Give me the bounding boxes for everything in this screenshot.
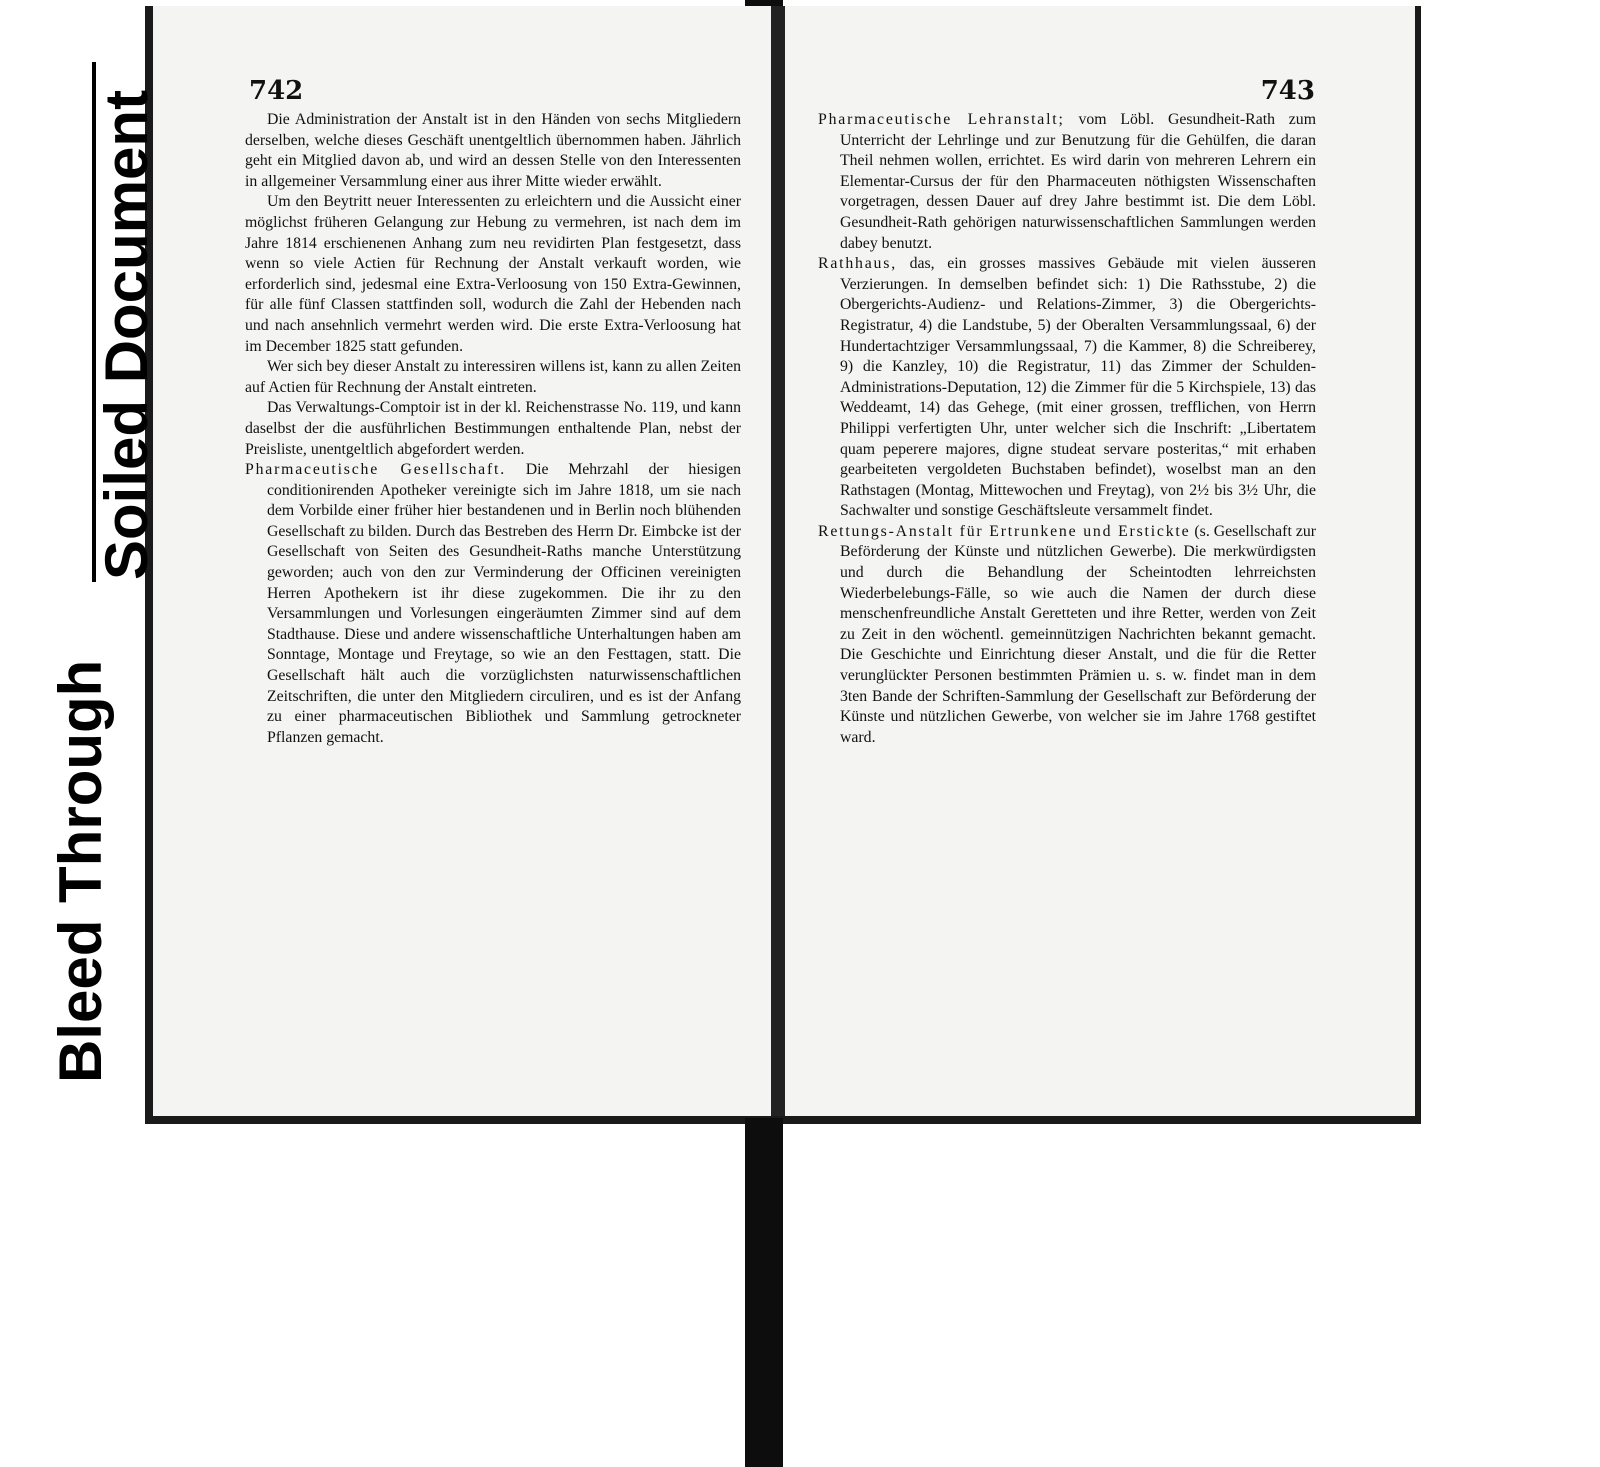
entry-term: Rathhaus, xyxy=(818,255,897,273)
entry-term: Pharmaceutische Lehranstalt; xyxy=(818,111,1065,128)
left-page-text xyxy=(245,110,741,748)
entry-text: Die Mehrzahl der hiesigen conditionirenden Apotheker vereinigte sich im Jahre 1818, um sie nach dem Vorbilde einer früher hier bestandenen und in Berlin noch blühenden Gesellschaft zu bilden. Durch das Bestreben des Herrn Dr. Eimbcke ist der Gesellschaft von Seiten des Gesundheit-Raths manche Unterstützung geworden; auch von den zur Verminderung der Officinen vereinigten Herren Apothekern ist ihr diese zugekommen. Die ihr zu den Versammlungen und Vorlesungen eingeräumten Zimmer sind auf dem Stadthause. Diese und andere wissenschaftliche Unterhaltungen haben am Sonntage, Montage und Freytage, so wie an den Festtagen, statt. Die Gesellschaft hält auch die vorzüglichsten naturwissenschaftlichen Zeitschriften, die unter den Mitgliedern circuliren, und es ist der Anfang zu einer pharmaceutischen Bibliothek und Sammlung getrockneter Pflanzen gemacht. xyxy=(267,461,741,746)
left-page-number: 742 xyxy=(249,76,304,106)
paragraph: Wer sich bey dieser Anstalt zu interessiren willens ist, kann zu allen Zeiten auf Actien für Rechnung der Anstalt eintreten. xyxy=(245,358,741,396)
entry-rathhaus xyxy=(818,254,1316,522)
spine-bottom xyxy=(745,1118,783,1467)
entry-text: das, ein grosses massives Gebäude mit vielen äusseren Verzierungen. In demselben befindet sich: 1) Die Rathsstube, 2) die Obergerichts-Audienz- und Relations-Zimmer, 3) die Obergerichts-Registratur, 4) die Landstube, 5) der Oberalten Versammlungssaal, 6) der Hundertachtziger Versammlungssaal, 7) die Kammer, 8) die Schreiberey, 9) die Kanzley, 10) die Registratur, 11) das Zimmer der Schulden-Administrations-Deputation, 12) die Zimmer für die 5 Kirchspiele, 13) das Weddeamt, 14) das Gehege, (mit einer grossen, trefflichen, von Herrn Philippi verfertigten Uhr, unter welcher sich die Inschrift: „Libertatem quam peperere majores, digne studeat servare posteritas,“ mit erhaben gearbeiteten vergoldeten Buchstaben befindet), woselbst man an den Rathstagen (Montag, Mittewochen und Freytag), von 2½ bis 3½ Uhr, die Sachwalter und sonstige Geschäftsleute versammelt findet. xyxy=(840,255,1316,520)
entry-rettungs-anstalt xyxy=(818,522,1316,749)
paragraph: Um den Beytritt neuer Interessenten zu erleichtern und die Aussicht einer möglichst früheren Gelangung zur Hebung zu vermehren, ist nach dem im Jahre 1814 erschienenen Anhang zum neu revidirten Plan festgesetzt, dass wenn so viele Actien für Rechnung der Anstalt verkauft worden, wie erforderlich sind, jedesmal eine Extra-Verloosung von 150 Extra-Gewinnen, für alle fünf Classen stattfinden soll, wodurch die Zahl der Hebenden nach und nach ansehnlich vermehrt werden wird. Die erste Extra-Verloosung hat im December 1825 statt gefunden. xyxy=(245,193,741,355)
right-page-number: 743 xyxy=(1260,76,1315,106)
soiled-document-label: Soiled Document xyxy=(93,89,160,580)
entry-text: vom Löbl. Gesundheit-Rath zum Unterricht der Lehrlinge und zur Benutzung für die Gehülfen, die daran Theil nehmen wollen, errichtet. Es wird darin von mehreren Lehrern ein Elementar-Cursus der für den Pharmaceuten nöthigsten Wissenschaften vorgetragen, dessen Dauer auf drey Jahre bestimmt ist. Die dem Löbl. Gesundheit-Rath gehörigen naturwissenschaftlichen Sammlungen werden dabey benutzt. xyxy=(840,111,1316,252)
entry-pharmaceutische-gesellschaft xyxy=(245,460,741,748)
right-page-text xyxy=(818,110,1316,748)
book-gutter xyxy=(771,6,785,1116)
entry-term: Pharmaceutische Gesellschaft. xyxy=(245,461,506,479)
paragraph: Das Verwaltungs-Comptoir ist in der kl. Reichenstrasse No. 119, und kann daselbst der die ausführlichen Bestimmungen enthaltende Plan, nebst der Preisliste, unentgeltlich abgefordert werden. xyxy=(245,399,741,458)
left-page xyxy=(153,6,771,1116)
right-page xyxy=(785,6,1415,1116)
entry-text: (s. Gesellschaft zur Beförderung der Künste und nützlichen Gewerbe). Die merkwürdigsten und durch die Behandlung der Scheintodten lehrreichsten Wiederbelebungs-Fälle, so wie auch die Namen der durch diese menschenfreundliche Anstalt Geretteten und ihre Retter, werden von Zeit zu Zeit in den wöchentl. gemeinnützigen Nachrichten bekannt gemacht. Die Geschichte und Einrichtung dieser Anstalt, und die für die Retter verunglückter Personen bestimmten Prämien u. s. w. findet man in dem 3ten Bande der Schriften-Sammlung der Gesellschaft zur Beförderung der Künste und nützlichen Gewerbe, von welcher sie im Jahre 1768 gestiftet ward. xyxy=(840,522,1316,746)
paragraph: Die Administration der Anstalt ist in den Händen von sechs Mitgliedern derselben, welche dieses Geschäft unentgeltlich übernommen haben. Jährlich geht ein Mitglied davon ab, und wird an dessen Stelle von den Interessenten in allgemeiner Versammlung einer aus ihrer Mitte wieder erwählt. xyxy=(245,111,741,190)
entry-pharmaceutische-lehranstalt xyxy=(818,110,1316,254)
bleed-through-label: Bleed Through xyxy=(47,659,114,1083)
entry-term: Rettungs-Anstalt für Ertrunkene und Erstickte xyxy=(818,522,1191,540)
